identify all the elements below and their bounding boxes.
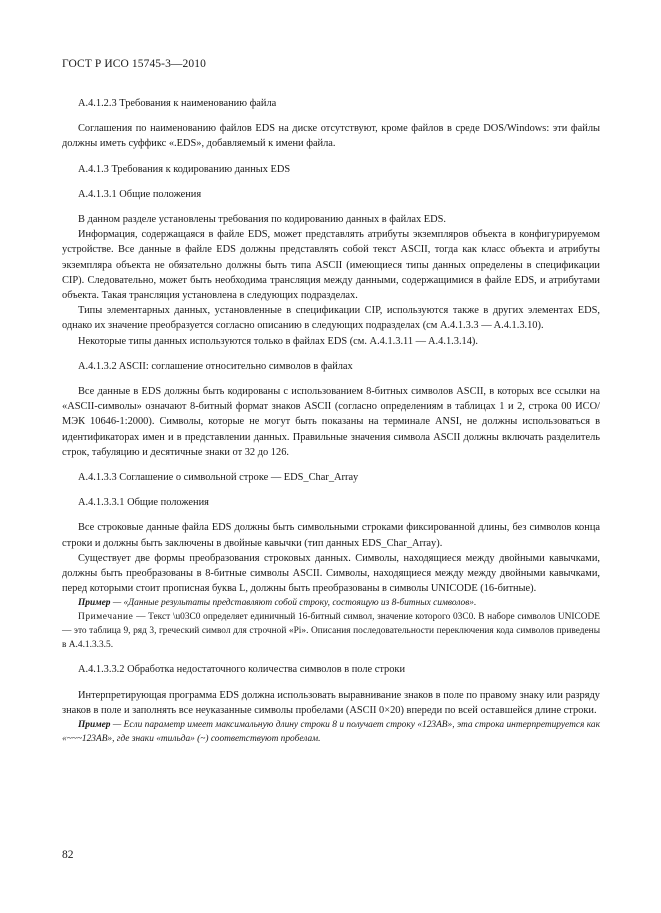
section-heading-a4131: A.4.1.3 Требования к кодированию данных EDS <box>78 163 291 175</box>
section-heading-a41313: A.4.1.3.3 Соглашение о символьной строке — EDS_Char_Array <box>78 472 359 484</box>
section-heading-a41311: A.4.1.3.1 Общие положения <box>78 188 202 200</box>
paragraph-file-naming: Соглашения по наименованию файлов EDS на диске отсутствуют, кроме файлов в среде DOS/Windows: эти файлы должны иметь суффикс «.EDS», добавляемый к имени файла. <box>62 123 600 150</box>
paragraph-elementary-types: Типы элементарных данных, установленные в спецификации CIP, используются также в других элементах EDS, однако их значение преобразуется согласно описанию в следующих подразделах (см A.4.1.3.3 — A.4.1.3.10). <box>62 305 600 332</box>
paragraph-string-data: Все строковые данные файла EDS должны быть символьными строками фиксированной длины, без символов конца строки и должны быть заключены в двойные кавычки (тип данных EDS_Char_Array). <box>62 522 600 549</box>
example-string <box>62 596 600 610</box>
paragraph-padding: Интерпретирующая программа EDS должна использовать выравнивание знаков в поле по правому знаку или разряду знаков в поле и заполнять все неуказанные символы пробелами (ASCII 0×20) впереди по всей оставшейся длине строки. <box>62 689 600 716</box>
page-number: 82 <box>62 849 74 861</box>
note-text: — Текст \u03C0 определяет единичный 16-битный символ, значение которого 03C0. В наборе символов UNICODE — это таблица 9, ряд 3, греческий символ для строчной «Pi». Описания последовательности переключения кода символов приведены в A.4.1.3.3.5. <box>62 612 600 651</box>
example-text: — Если параметр имеет максимальную длину строки 8 и получает строку «123AB», эта строка интерпретируется как «~~~123AB», где знаки «тильда» (~) соответствуют пробелам. <box>62 720 600 745</box>
page-body <box>62 96 600 746</box>
section-heading-a413131: A.4.1.3.3.1 Общие положения <box>78 497 209 509</box>
example-label: Пример <box>78 598 111 609</box>
note-label: Примечание <box>78 612 134 623</box>
section-heading-a41312: A.4.1.3.2 ASCII: соглашение относительно символов в файлах <box>78 360 353 372</box>
paragraph-string-conversion: Существует две формы преобразования строковых данных. Символы, находящиеся между двойными кавычками, должны быть преобразованы в 8-битные символы ASCII. Символы, находящиеся между между двойными кавычками, перед которыми стоит прописная буква L, должны быть преобразованы в символы UNICODE (16-битные). <box>62 552 600 595</box>
page-header-standard-number: ГОСТ Р ИСО 15745-3—2010 <box>62 58 206 70</box>
note-unicode <box>62 610 600 652</box>
paragraph-encoding-intro: В данном разделе установлены требования по кодированию данных в файлах EDS. <box>78 214 447 226</box>
example-text: — «Данные результаты представляют собой строку, состоящую из 8-битных символов». <box>110 598 477 609</box>
section-heading-a41223: A.4.1.2.3 Требования к наименованию файла <box>78 98 277 109</box>
paragraph-ascii-encoding: Все данные в EDS должны быть кодированы с использованием 8-битных символов ASCII, в которых все ссылки на «ASCII-символы» означают 8-битный формат знаков ASCII (согласно определениям в таблицах 1 и 2, строка 00 ИСО/МЭК 10646-1:2000). Символы, которые не могут быть показаны на терминале ANSI, не должны использоваться в идентификаторах имен и в представлении данных. Правильные значения символа ASCII должны включать разделитель строк, табуляцию и десятичные знаки от 32 до 126. <box>62 386 600 458</box>
paragraph-eds-information: Информация, содержащаяся в файле EDS, может представлять атрибуты экземпляров объекта в конфигурируемом устройстве. Все данные в файле EDS должны представлять собой текст ASCII, тогда как класс объекта и атрибуты экземпляра объекта не обязательно должны быть типа ASCII (имеющиеся типы данных определены в спецификации CIP). Следовательно, может быть необходима трансляция между данными, содержащимися в файле EDS, и атрибутами объекта. Такая трансляция установлена в следующих подразделах. <box>62 229 600 302</box>
example-label: Пример <box>78 720 111 731</box>
example-padding <box>62 718 600 746</box>
section-heading-a413132: A.4.1.3.3.2 Обработка недостаточного количества символов в поле строки <box>78 664 406 676</box>
paragraph-eds-only-types: Некоторые типы данных используются только в файлах EDS (см. A.4.1.3.11 — A.4.1.3.14). <box>78 335 478 347</box>
